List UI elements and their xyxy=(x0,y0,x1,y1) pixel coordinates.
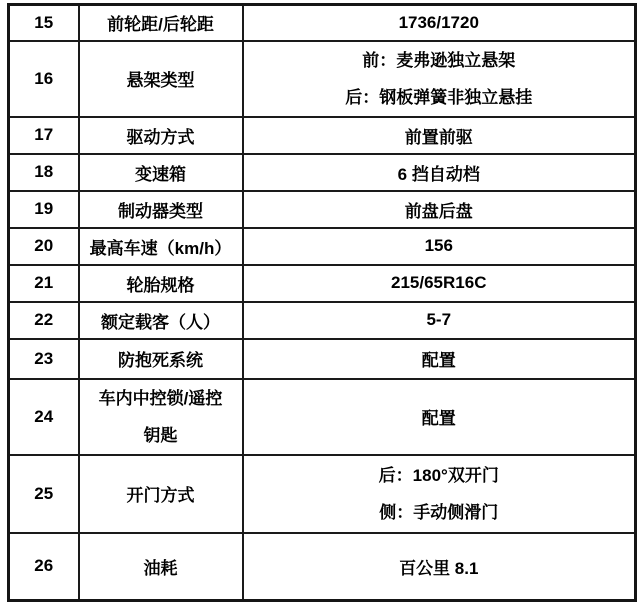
row-number-cell: 19 xyxy=(9,191,79,228)
spec-value-cell: 6 挡自动档 xyxy=(243,154,636,191)
row-number-cell: 15 xyxy=(9,5,79,41)
table-row xyxy=(9,191,636,228)
spec-value-cell: 配置 xyxy=(243,339,636,379)
spec-value-cell: 215/65R16C xyxy=(243,265,636,302)
row-number-cell: 26 xyxy=(9,533,79,601)
spec-value-cell: 5-7 xyxy=(243,302,636,339)
spec-value-cell: 前盘后盘 xyxy=(243,191,636,228)
spec-name-cell xyxy=(79,379,243,455)
spec-value-cell: 百公里 8.1 xyxy=(243,533,636,601)
spec-name-cell: 前轮距/后轮距 xyxy=(79,5,243,41)
table-row xyxy=(9,455,636,533)
table-row xyxy=(9,154,636,191)
row-number-cell: 20 xyxy=(9,228,79,265)
spec-name-cell: 油耗 xyxy=(79,533,243,601)
spec-name-cell: 开门方式 xyxy=(79,455,243,533)
table-row xyxy=(9,228,636,265)
row-number-cell: 17 xyxy=(9,117,79,154)
table-row xyxy=(9,117,636,154)
table-row xyxy=(9,379,636,455)
table-row xyxy=(9,265,636,302)
row-number-cell: 23 xyxy=(9,339,79,379)
spec-value-line: 侧：手动侧滑门 xyxy=(379,502,499,522)
spec-name-cell: 悬架类型 xyxy=(79,41,243,117)
spec-name-line: 钥匙 xyxy=(143,425,178,445)
spec-name-cell: 最高车速（km/h） xyxy=(79,228,243,265)
spec-value-cell xyxy=(243,455,636,533)
table-row xyxy=(9,339,636,379)
spec-name-cell: 驱动方式 xyxy=(79,117,243,154)
spec-name-cell: 制动器类型 xyxy=(79,191,243,228)
spec-value-line: 后：钢板弹簧非独立悬挂 xyxy=(345,87,533,107)
row-number-cell: 16 xyxy=(9,41,79,117)
vehicle-spec-table xyxy=(7,3,637,602)
spec-value-line: 后：180°双开门 xyxy=(378,465,499,485)
table-row xyxy=(9,5,636,41)
row-number-cell: 21 xyxy=(9,265,79,302)
spec-value-line: 前：麦弗逊独立悬架 xyxy=(362,50,516,70)
table-row xyxy=(9,302,636,339)
spec-name-cell: 变速箱 xyxy=(79,154,243,191)
spec-value-cell: 1736/1720 xyxy=(243,5,636,41)
spec-value-cell: 156 xyxy=(243,228,636,265)
spec-name-cell: 轮胎规格 xyxy=(79,265,243,302)
spec-name-cell: 防抱死系统 xyxy=(79,339,243,379)
spec-value-cell: 前置前驱 xyxy=(243,117,636,154)
table-row xyxy=(9,533,636,601)
spec-value-cell: 配置 xyxy=(243,379,636,455)
spec-name-line: 车内中控锁/遥控 xyxy=(98,388,223,408)
table-row xyxy=(9,41,636,117)
row-number-cell: 25 xyxy=(9,455,79,533)
row-number-cell: 22 xyxy=(9,302,79,339)
row-number-cell: 24 xyxy=(9,379,79,455)
spec-name-cell: 额定载客（人） xyxy=(79,302,243,339)
spec-value-cell xyxy=(243,41,636,117)
row-number-cell: 18 xyxy=(9,154,79,191)
